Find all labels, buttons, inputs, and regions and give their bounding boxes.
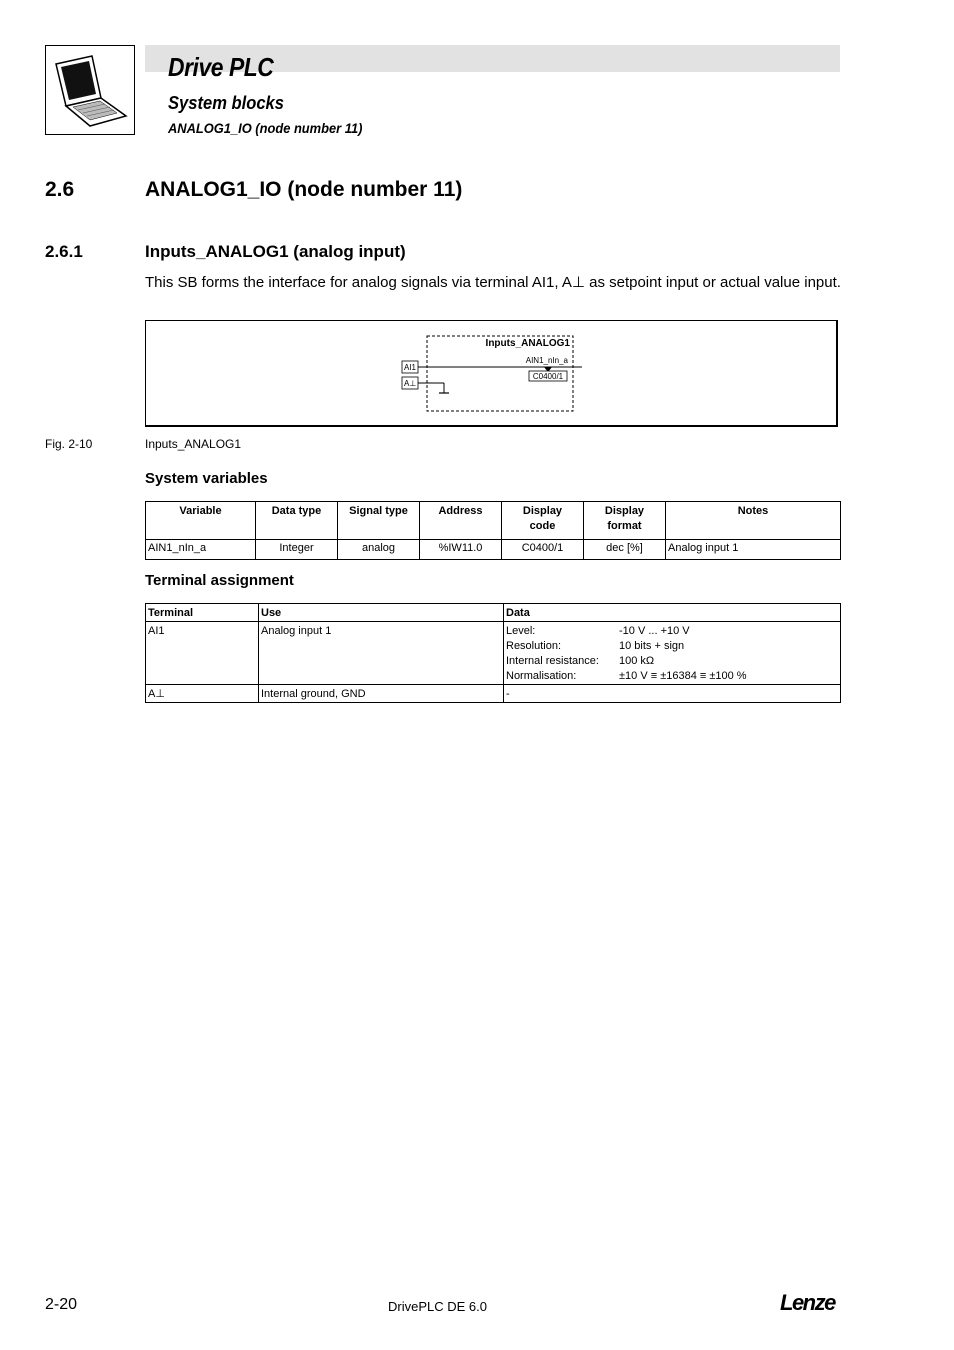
system-variables-table (145, 501, 841, 560)
table-cell: Analog input 1 (259, 622, 504, 685)
column-header: Data (504, 604, 841, 622)
section-title: ANALOG1_IO (node number 11) (145, 178, 463, 201)
data-value: ±10 V ≡ ±16384 ≡ ±100 % (619, 670, 747, 682)
data-key: Normalisation: (506, 670, 577, 682)
table-cell: AIN1_nIn_a (146, 540, 256, 560)
figure-number: Fig. 2-10 (45, 437, 93, 451)
table-row (146, 685, 841, 703)
footer-document-id: DrivePLC DE 6.0 (388, 1299, 487, 1314)
document-title: Drive PLC (168, 52, 274, 82)
table-cell: Analog input 1 (666, 540, 841, 560)
document-subtitle: System blocks (168, 93, 284, 113)
page-number: 2-20 (45, 1296, 78, 1313)
brand-logo: Lenze (780, 1290, 835, 1315)
data-value: 10 bits + sign (619, 640, 685, 652)
block-name: Inputs_ANALOG1 (485, 338, 570, 349)
intro-paragraph: This SB forms the interface for analog signals via terminal AI1, A⊥ as setpoint input or actual value input. (145, 274, 841, 291)
data-value: -10 V ... +10 V (619, 625, 690, 637)
column-header: Display format (584, 502, 666, 540)
output-name: AIN1_nIn_a (525, 356, 568, 365)
laptop-logo-icon (45, 45, 135, 135)
terminal-ai1-label: AI1 (404, 363, 417, 372)
table-header-row (146, 604, 841, 622)
table-row (146, 622, 841, 685)
table-cell: AI1 (146, 622, 259, 685)
column-header: Terminal (146, 604, 259, 622)
column-header: Data type (256, 502, 338, 540)
column-header: Use (259, 604, 504, 622)
data-value: 100 kΩ (619, 655, 655, 667)
table-cell: Integer (256, 540, 338, 560)
table-header-row (146, 502, 841, 540)
table-cell: - (504, 685, 841, 703)
table-cell (504, 622, 841, 685)
table-cell: A⊥ (146, 685, 259, 703)
terminal-assignment-heading: Terminal assignment (145, 572, 294, 589)
document-section-label: ANALOG1_IO (node number 11) (168, 120, 363, 136)
column-header: Address (420, 502, 502, 540)
table-cell: analog (338, 540, 420, 560)
table-cell: %IW11.0 (420, 540, 502, 560)
column-header: Signal type (338, 502, 420, 540)
terminal-agnd-label: A⊥ (404, 379, 417, 388)
table-row (146, 540, 841, 560)
figure-caption: Inputs_ANALOG1 (145, 437, 242, 451)
column-header: Display code (502, 502, 584, 540)
section-number: 2.6 (45, 178, 75, 201)
data-key: Level: (506, 625, 536, 637)
table-cell: dec [%] (584, 540, 666, 560)
data-key: Internal resistance: (506, 655, 599, 667)
data-key: Resolution: (506, 640, 562, 652)
column-header: Variable (146, 502, 256, 540)
subsection-number: 2.6.1 (45, 242, 83, 261)
terminal-assignment-table (145, 603, 841, 703)
table-cell: Internal ground, GND (259, 685, 504, 703)
subsection-title: Inputs_ANALOG1 (analog input) (145, 242, 406, 261)
code-label: C0400/1 (532, 372, 564, 381)
table-cell: C0400/1 (502, 540, 584, 560)
function-block-diagram (145, 320, 838, 427)
system-variables-heading: System variables (145, 470, 268, 487)
column-header: Notes (666, 502, 841, 540)
